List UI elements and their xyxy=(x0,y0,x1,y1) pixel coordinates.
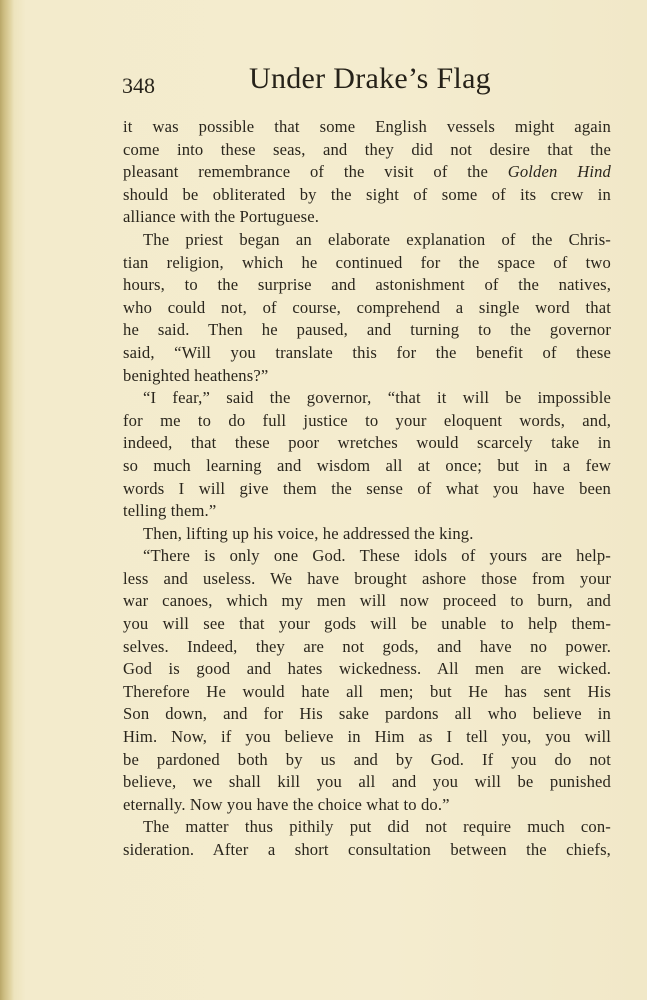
text-line-content: “There is only one God. These idols of yours are help- xyxy=(143,546,611,566)
text-line-content: less and useless. We have brought ashore those from your xyxy=(123,568,611,588)
text-line xyxy=(123,455,611,478)
text-line xyxy=(123,410,611,433)
italic-ship-name: Golden Hind xyxy=(507,162,611,182)
text-line xyxy=(123,229,611,252)
page-header xyxy=(122,62,612,102)
text-line xyxy=(123,161,611,184)
page-binding-edge xyxy=(0,0,14,1000)
text-line-content: it was possible that some English vessels might again xyxy=(123,117,611,136)
text-line xyxy=(123,771,611,794)
text-line-content: Then, lifting up his voice, he addressed the king. xyxy=(143,523,474,543)
text-line-content: The priest began an elaborate explanation of the Chris- xyxy=(143,229,611,249)
text-line-content: selves. Indeed, they are not gods, and have no power. xyxy=(123,636,611,656)
text-line-content: sideration. After a short consultation between the chiefs, xyxy=(123,840,611,859)
text-line xyxy=(123,658,611,681)
page-number: 348 xyxy=(122,73,155,98)
text-line-content: tian religion, which he continued for the space of two xyxy=(123,252,611,272)
text-line-content: telling them.” xyxy=(123,501,217,521)
text-line-content: words I will give them the sense of what you have been xyxy=(123,478,611,498)
text-line xyxy=(123,590,611,613)
text-line-content: come into these seas, and they did not desire that the xyxy=(123,139,611,159)
text-line xyxy=(123,116,611,139)
text-line xyxy=(123,839,611,862)
text-line-content: you will see that your gods will be unable to help them- xyxy=(123,614,611,634)
text-line xyxy=(123,184,611,207)
text-line xyxy=(123,139,611,162)
text-line xyxy=(123,319,611,342)
text-line-content: benighted heathens?” xyxy=(123,365,269,385)
text-line-content: believe, we shall kill you all and you will be punished xyxy=(123,772,611,792)
text-line xyxy=(123,545,611,568)
text-line-content: be pardoned both by us and by God. If you do not xyxy=(123,749,611,769)
text-line xyxy=(123,523,611,546)
text-line-content: who could not, of course, comprehend a single word that xyxy=(123,297,611,317)
text-line xyxy=(123,816,611,839)
text-line-content: Son down, and for His sake pardons all who believe in xyxy=(123,704,611,724)
text-line xyxy=(123,749,611,772)
text-line-content: The matter thus pithily put did not require much con- xyxy=(143,817,611,837)
text-line xyxy=(123,365,611,388)
text-line xyxy=(123,636,611,659)
text-line xyxy=(123,342,611,365)
text-line xyxy=(123,274,611,297)
text-line-content: Him. Now, if you believe in Him as I tell you, you will xyxy=(123,727,611,747)
text-line xyxy=(123,681,611,704)
text-line xyxy=(123,252,611,275)
text-line-content: for me to do full justice to your eloquent words, and, xyxy=(123,410,611,430)
text-line xyxy=(123,387,611,410)
text-line-content: war canoes, which my men will now proceed to burn, and xyxy=(123,591,611,611)
text-line-content: pleasant remembrance of the visit of the xyxy=(123,162,508,182)
text-line xyxy=(123,500,611,523)
text-line xyxy=(123,432,611,455)
text-line-content: hours, to the surprise and astonishment of the natives, xyxy=(123,275,611,295)
text-line xyxy=(123,206,611,229)
text-line xyxy=(123,726,611,749)
text-line-content: “I fear,” said the governor, “that it will be impossible xyxy=(143,388,611,408)
text-line-content: God is good and hates wickedness. All men are wicked. xyxy=(123,659,611,679)
text-line-content: said, “Will you translate this for the benefit of these xyxy=(123,342,611,362)
text-line-content: so much learning and wisdom all at once; but in a few xyxy=(123,455,611,475)
text-line-content: Therefore He would hate all men; but He has sent His xyxy=(123,681,611,701)
text-line xyxy=(123,568,611,591)
text-line-content: alliance with the Portuguese. xyxy=(123,207,320,227)
text-line xyxy=(123,297,611,320)
text-line-content: he said. Then he paused, and turning to the governor xyxy=(123,320,611,340)
text-line xyxy=(123,794,611,817)
text-line xyxy=(123,478,611,501)
running-title: Under Drake’s Flag xyxy=(248,62,491,95)
body-text xyxy=(123,116,611,862)
text-line xyxy=(123,613,611,636)
text-line-content: should be obliterated by the sight of some of its crew in xyxy=(123,184,611,204)
text-line xyxy=(123,703,611,726)
text-line-content: indeed, that these poor wretches would scarcely take in xyxy=(123,433,611,453)
text-line-content: eternally. Now you have the choice what to do.” xyxy=(123,794,450,814)
